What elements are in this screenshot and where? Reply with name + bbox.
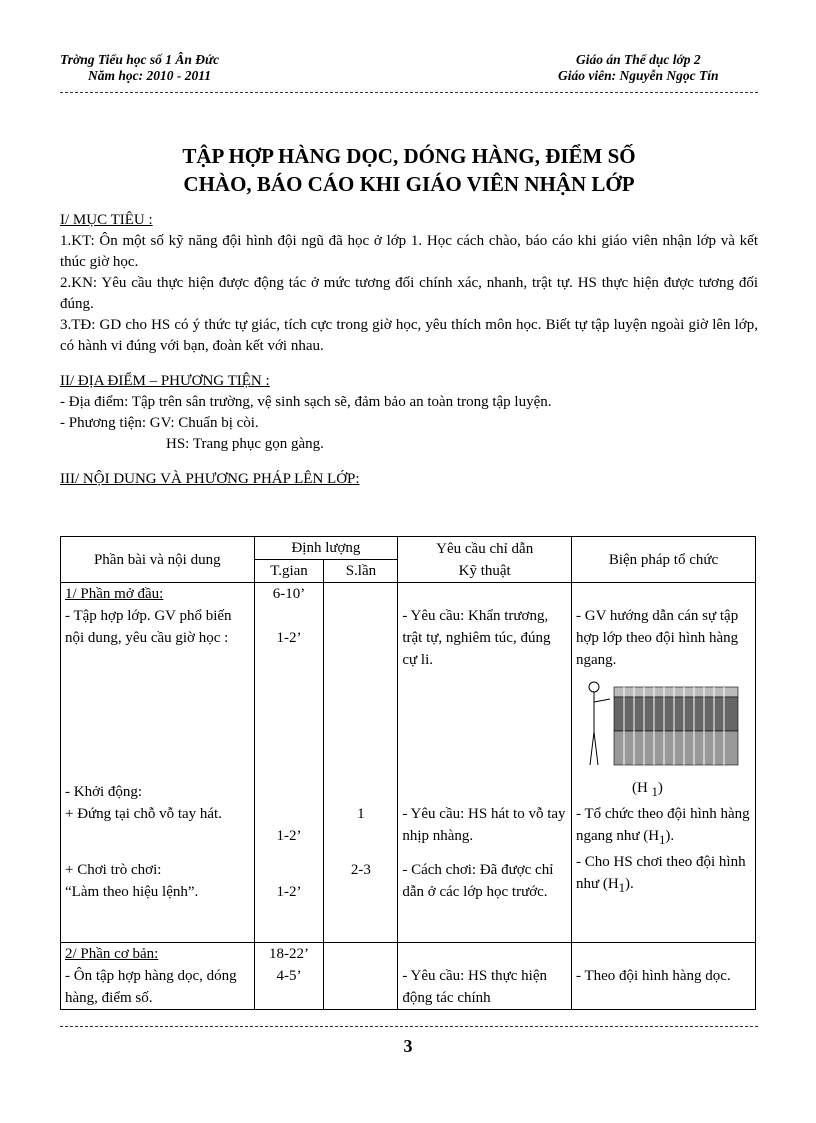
reps-cell: 1 2-3 xyxy=(324,583,398,943)
method-cell: - Theo đội hình hàng dọc. xyxy=(572,943,756,1010)
objective-knowledge: 1.KT: Ôn một số kỹ năng đội hình đội ngũ đã học ở lớp 1. Học cách chào, báo cáo khi giáo viên nhận lớp và kết thúc giờ học. xyxy=(60,233,758,270)
time-cell: 6-10’ 1-2’ 1-2’ 1-2’ xyxy=(254,583,324,943)
content-item: + Đứng tại chỗ vỗ tay hát. xyxy=(65,806,222,822)
title-line-2: CHÀO, BÁO CÁO KHI GIÁO VIÊN NHẬN LỚP xyxy=(183,172,635,196)
part-heading: 1/ Phần mở đầu: xyxy=(65,586,164,602)
content-cell xyxy=(61,943,255,1010)
header-left xyxy=(60,52,219,84)
header-divider xyxy=(60,92,758,93)
reps-cell xyxy=(324,943,398,1010)
section-content-heading: III/ NỘI DUNG VÀ PHƯƠNG PHÁP LÊN LỚP: xyxy=(60,471,360,487)
table-row xyxy=(61,583,756,943)
section-location-heading: II/ ĐỊA ĐIỂM – PHƯƠNG TIỆN : xyxy=(60,373,270,389)
lesson-table xyxy=(60,536,756,1010)
page-number: 3 xyxy=(403,1036,413,1056)
content-cell xyxy=(61,583,255,943)
school-year: Năm học: 2010 - 2011 xyxy=(88,68,211,83)
plan-title: Giáo án Thể dục lớp 2 xyxy=(576,52,701,67)
col-method-header: Biện pháp tổ chức xyxy=(572,537,756,583)
table-row xyxy=(61,943,756,1010)
header-right xyxy=(558,52,758,84)
requirement-cell: - Yêu cầu: HS thực hiện động tác chính xyxy=(398,943,572,1010)
formation-figure xyxy=(582,677,742,777)
col-requirement-header: Yêu cầu chỉ dẫn Kỹ thuật xyxy=(398,537,572,583)
part-heading: 2/ Phần cơ bản: xyxy=(65,946,159,962)
time-cell: 18-22’ 4-5’ xyxy=(254,943,324,1010)
content-item: + Chơi trò chơi: xyxy=(65,862,162,878)
content-item: - Tập hợp lớp. GV phổ biến nội dung, yêu cầu giờ học : xyxy=(65,608,232,646)
content-item: - Ôn tập hợp hàng dọc, dóng hàng, điểm số. xyxy=(65,968,237,1006)
col-amount-header: Định lượng xyxy=(254,537,398,560)
title-line-1: TẬP HỢP HÀNG DỌC, DÓNG HÀNG, ĐIỂM SỐ xyxy=(182,144,636,168)
objective-attitude: 3.TĐ: GD cho HS có ý thức tự giác, tích cực trong giờ học, yêu thích môn học. Biết tự tập luyện ngoài giờ lên lớp, có hành vi đúng với bạn, đoàn kết với nhau. xyxy=(60,317,758,354)
teacher-name: Giáo viên: Nguyễn Ngọc Tín xyxy=(558,68,719,83)
col-reps-header: S.lần xyxy=(324,560,398,583)
col-content-header: Phần bài và nội dung xyxy=(61,537,255,583)
content-item: - Khởi động: xyxy=(65,784,143,800)
objective-skills: 2.KN: Yêu cầu thực hiện được động tác ở mức tương đối chính xác, nhanh, trật tự. HS thực hiện được tương đối đúng. xyxy=(60,275,758,312)
location-text: - Địa điểm: Tập trên sân trường, vệ sinh sạch sẽ, đảm bảo an toàn trong tập luyện. xyxy=(60,394,552,410)
school-name: Trờng Tiểu học số 1 Ân Đức xyxy=(60,52,220,67)
footer-divider xyxy=(60,1026,758,1027)
requirement-cell: - Yêu cầu: Khẩn trương, trật tự, nghiêm túc, đúng cự li. - Yêu cầu: HS hát to vỗ tay nhịp nhàng. - Cách chơi: Đã được chỉ dẫn ở các lớp học trước. xyxy=(398,583,572,943)
figure-caption: (H $_1$) xyxy=(632,780,663,799)
equipment-text: - Phương tiện: GV: Chuẩn bị còi. xyxy=(60,415,259,431)
lesson-body xyxy=(60,210,758,490)
method-cell: - GV hướng dẫn cán sự tập hợp lớp theo đội hình hàng ngang. (H $_1$) - Tổ chức theo đội hình hàng ngang như $(H_1)$. - Cho HS chơi theo đội hình như $(H_1)$. xyxy=(572,583,756,943)
lesson-title xyxy=(60,142,758,198)
content-item: “Làm theo hiệu lệnh”. xyxy=(65,884,199,900)
section-objectives-heading: I/ MỤC TIÊU : xyxy=(60,212,153,228)
equipment-students: HS: Trang phục gọn gàng. xyxy=(166,436,324,452)
col-time-header: T.gian xyxy=(254,560,324,583)
